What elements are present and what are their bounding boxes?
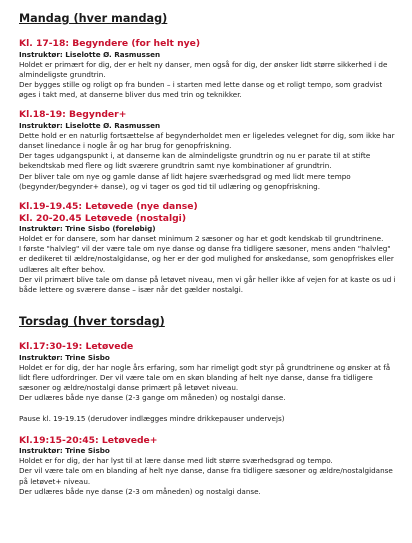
monday-class-1-line: Holdet er primært for dig, der er helt ny danser, men også for dig, der ønsker lidt større sikkerhed i de [19,59,388,69]
monday-class-1-line: Der bygges stille og roligt op fra bunden – i starten med lette danse og et roligt tempo, som gradvist [19,79,383,89]
thursday-class-1-line: Holdet er for dig, der har nogle års erfaring, som har rimeligt godt styr på grundtrinene og ønsker at få [19,362,391,372]
monday-class-3-line: Der vil primært blive tale om danse på letøvet niveau, men vi går heller ikke af vejen for at kaste os ud i [19,274,396,284]
thursday-class-1-title: Kl.17:30-19: Letøvede [19,341,134,353]
monday-class-2-title: Kl.18-19: Begynder+ [19,109,127,121]
monday-class-3-line: I første "halvleg" vil der være tale om nye danse og danse fra tidligere sæsoner, mens anden "halvleg" [19,244,391,254]
monday-class-1-line: almindeligste grundtrin. [19,69,106,79]
thursday-pause-note: Pause kl. 19-19.15 (derudover indlægges mindre drikkepauser undervejs) [19,413,285,423]
thursday-class-1-line: Der udlæres både nye danse (2-3 gange om måneden) og nostalgi danse. [19,393,286,403]
monday-class-1-title: Kl. 17-18: Begyndere (for helt nye) [19,38,201,49]
monday-class-3-line: er dedikeret til ældre/nostalgidanse, og her er der god mulighed for ønskedanse, som genopfriskes eller [19,254,394,264]
thursday-heading: Torsdag (hver torsdag) [19,315,165,329]
thursday-class-1-line: lidt flere udfordringer. Der vil være tale om en skøn blanding af helt nye danse, danse fra tidligere [19,372,373,382]
monday-class-3-line: udlæres alt efter behov. [19,264,106,274]
monday-class-2-line: Dette hold er en naturlig fortsættelse af begynderholdet men er ligeledes velegnet for dig, som ikke har [19,130,395,140]
monday-class-3-instructor: Instruktør: Trine Sisbo (foreløbig) [19,224,156,234]
thursday-class-2-title: Kl.19:15-20:45: Letøvede+ [19,434,158,446]
monday-class-3-title-2: Kl. 20-20.45 Letøvede (nostalgi) [19,212,187,224]
thursday-class-2-line: Der udlæres både nye danse (2-3 om måneden) og nostalgi danse. [19,486,261,496]
thursday-class-1-line: sæsoner og ældre/nostalgi danse primært på letøvet niveau. [19,383,239,393]
monday-class-1-line: øges i takt med, at danserne bliver dus med trin og teknikker. [19,90,242,100]
monday-class-2-line: danset linedance i nogle år og har brug for genopfriskning. [19,141,232,151]
monday-class-2-line: bekendtskab med flere og lidt sværere grundtrin samt nye kombinationer af grundtrin. [19,161,332,171]
monday-class-2-instructor: Instruktør: Liselotte Ø. Rasmussen [19,120,161,130]
thursday-class-2-line: Holdet er for dig, der har lyst til at lære danse med lidt større sværhedsgrad og tempo. [19,456,333,466]
monday-class-3-line: Holdet er for dansere, som har danset minimum 2 sæsoner og har et godt kendskab til grundtrinene. [19,234,384,244]
monday-class-3-title: Kl.19-19.45: Letøvede (nye danse) [19,201,198,213]
monday-heading: Mandag (hver mandag) [19,12,168,25]
monday-class-1-instructor: Instruktør: Liselotte Ø. Rasmussen [19,49,161,59]
thursday-class-1-instructor: Instruktør: Trine Sisbo [19,352,110,362]
thursday-class-2-instructor: Instruktør: Trine Sisbo [19,446,110,456]
thursday-class-2-line: Der vil være tale om en blanding af helt nye danse, danse fra tidligere sæsoner og ældre/nostalgidanse [19,466,393,476]
monday-class-2-line: Der bliver tale om nye og gamle danse af lidt højere sværhedsgrad og med lidt mere tempo [19,171,351,181]
monday-class-2-line: Der tages udgangspunkt i, at danserne kan de almindeligste grundtrin og nu er parate til at stifte [19,151,371,161]
thursday-class-2-line: på letøvet+ niveau. [19,476,91,486]
monday-class-2-line: (begynder/begynder+ danse), og vi tager os god tid til udlæring og genopfriskning. [19,181,321,191]
monday-class-3-line: både lettere og sværere danse – især når det gælder nostalgi. [19,285,244,295]
